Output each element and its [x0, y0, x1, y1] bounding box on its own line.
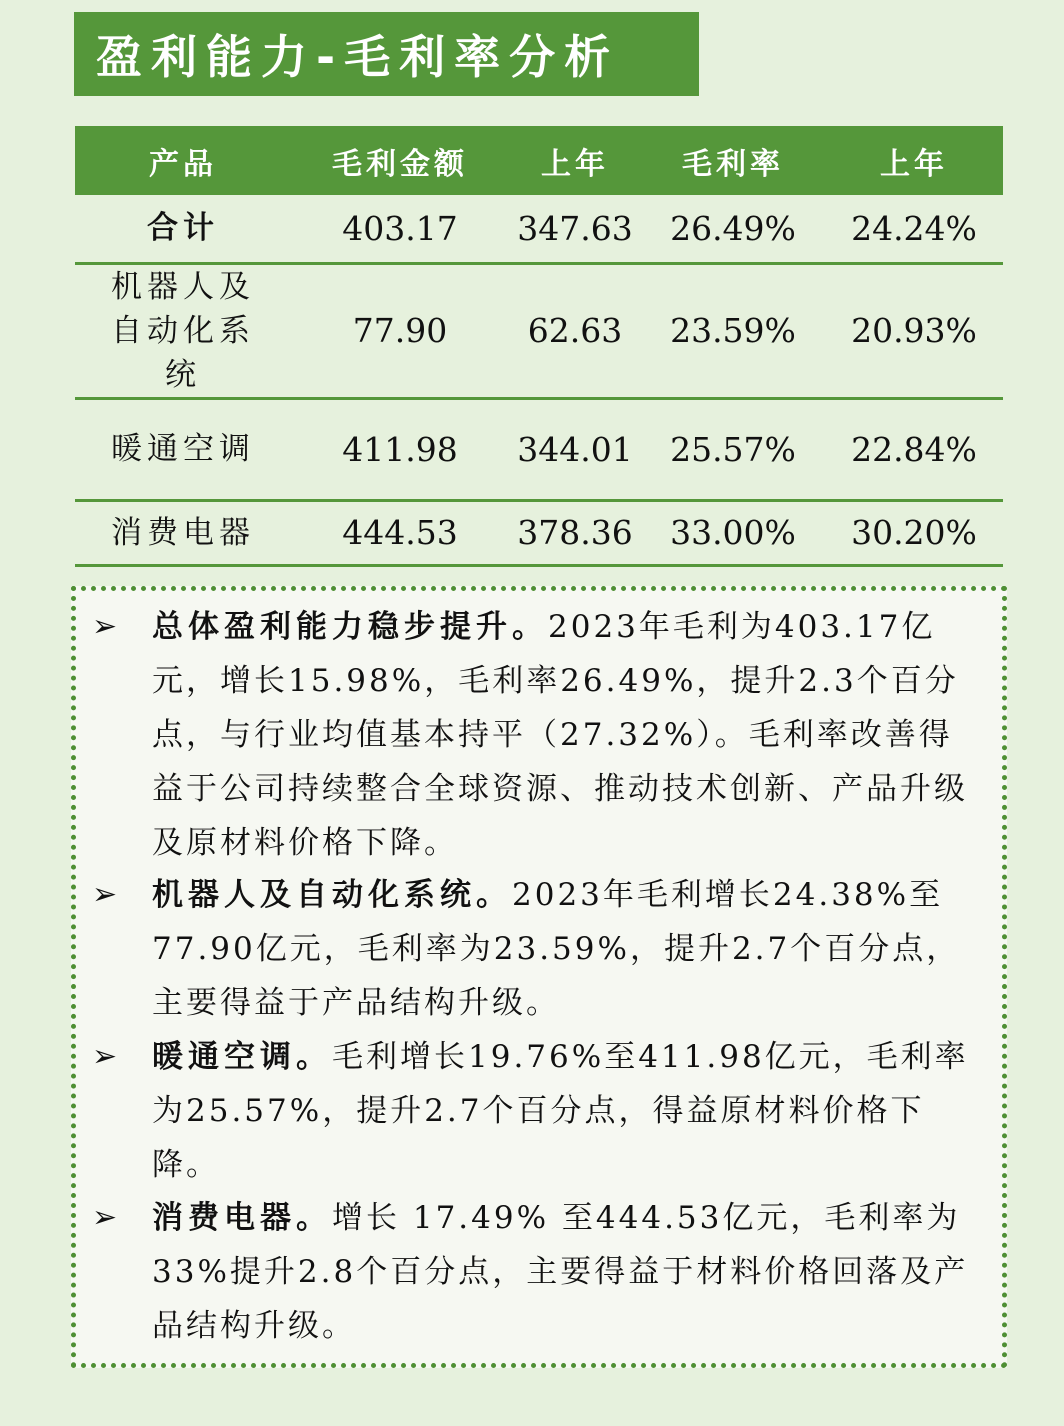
table-row: [75, 263, 1003, 398]
header-gross-profit: 毛利金额: [291, 126, 509, 195]
table-row: [75, 500, 1003, 565]
header-prev-profit: 上年: [509, 126, 641, 195]
summary-text: 2023年毛利增长24.38%至77.90亿元，毛利率为23.59%，提升2.7个百分点，主要得益于产品结构升级。: [152, 877, 961, 1021]
summary-item-robotics: [152, 868, 982, 1030]
summary-text: 增长 17.49% 至444.53亿元，毛利率为33%提升2.8个百分点，主要得益于材料价格回落及产品结构升级。: [152, 1200, 969, 1344]
summary-text: 2023年毛利为403.17亿元，增长15.98%，毛利率26.49%，提升2.3个百分点，与行业均值基本持平（27.32%）。毛利率改善得益于公司持续整合全球资源、推动技术创新、产品升级及原材料价格下降。: [152, 609, 968, 861]
cell-prev-margin: 24.24%: [825, 195, 1003, 263]
cell-gross-profit: 444.53: [291, 500, 509, 565]
gross-margin-table: [75, 126, 1003, 567]
cell-prev-profit: 347.63: [509, 195, 641, 263]
header-product: 产品: [75, 126, 291, 195]
summary-item-hvac: [152, 1030, 982, 1192]
arrow-bullet-icon: ➢: [92, 1039, 118, 1074]
cell-product: 消费电器: [75, 500, 291, 565]
cell-margin: 25.57%: [641, 398, 825, 500]
table-row: [75, 398, 1003, 500]
summary-lead: 总体盈利能力稳步提升。: [152, 609, 548, 645]
cell-prev-margin: 22.84%: [825, 398, 1003, 500]
summary-item-overall: [152, 600, 982, 870]
summary-lead: 暖通空调。: [152, 1039, 332, 1075]
header-prev-margin: 上年: [825, 126, 1003, 195]
cell-gross-profit: 77.90: [291, 263, 509, 398]
cell-margin: 33.00%: [641, 500, 825, 565]
cell-gross-profit: 411.98: [291, 398, 509, 500]
summary-text: 毛利增长19.76%至411.98亿元，毛利率为25.57%，提升2.7个百分点，得益原材料价格下降。: [152, 1039, 969, 1183]
header-margin: 毛利率: [641, 126, 825, 195]
cell-margin: 26.49%: [641, 195, 825, 263]
arrow-bullet-icon: ➢: [92, 877, 118, 912]
summary-lead: 机器人及自动化系统。: [152, 877, 512, 913]
cell-prev-profit: 62.63: [509, 263, 641, 398]
arrow-bullet-icon: ➢: [92, 609, 118, 644]
summary-item-consumer: [152, 1191, 982, 1353]
cell-gross-profit: 403.17: [291, 195, 509, 263]
table-row: [75, 195, 1003, 263]
cell-prev-margin: 30.20%: [825, 500, 1003, 565]
cell-product: 合计: [75, 195, 291, 263]
cell-prev-margin: 20.93%: [825, 263, 1003, 398]
cell-product: [75, 263, 291, 398]
cell-product: 暖通空调: [75, 398, 291, 500]
summary-lead: 消费电器。: [152, 1200, 332, 1236]
cell-margin: 23.59%: [641, 263, 825, 398]
arrow-bullet-icon: ➢: [92, 1200, 118, 1235]
table-header-row: [75, 126, 1003, 195]
cell-product-text: 机器人及自动化系统: [111, 268, 255, 393]
cell-prev-profit: 378.36: [509, 500, 641, 565]
page-title: 盈利能力-毛利率分析: [74, 12, 699, 96]
cell-prev-profit: 344.01: [509, 398, 641, 500]
